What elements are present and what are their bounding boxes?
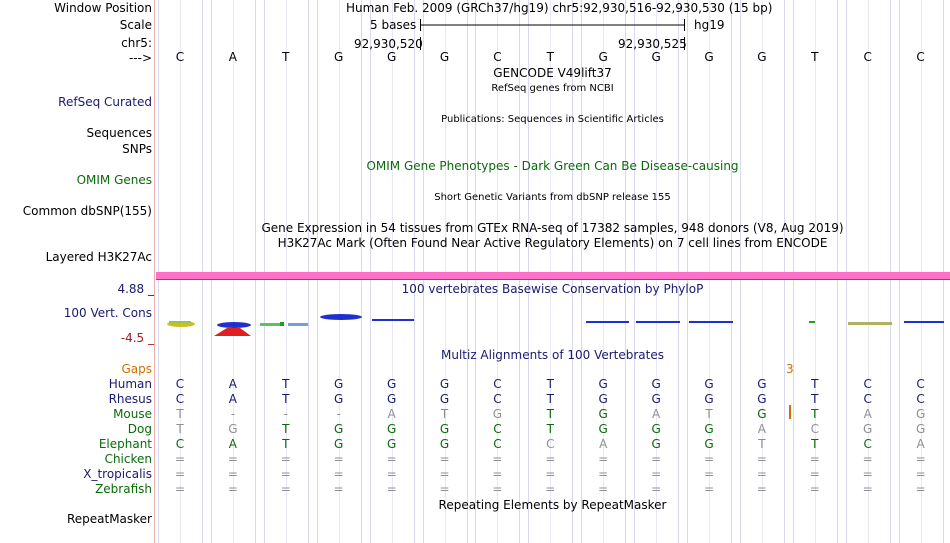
species-label[interactable]: Human — [108, 377, 152, 391]
alignment-base: G — [757, 392, 767, 406]
alignment-base: T — [282, 437, 290, 451]
alignment-base: C — [863, 377, 872, 391]
alignment-base: G — [598, 407, 608, 421]
alignment-base: G — [915, 407, 926, 421]
alignment-base: = — [862, 467, 873, 481]
multiz-title[interactable]: Multiz Alignments of 100 Vertebrates — [440, 348, 665, 362]
alignment-base: G — [386, 392, 397, 406]
alignment-base: = — [545, 467, 556, 481]
alignment-base: G — [704, 377, 714, 391]
reference-base: G — [704, 50, 714, 64]
alignment-base: = — [651, 452, 662, 466]
alignment-base: A — [228, 377, 237, 391]
alignment-base: T — [811, 377, 819, 391]
alignment-base: G — [386, 422, 397, 436]
strand-arrow-label[interactable]: ---> — [128, 51, 152, 65]
alignment-base: A — [228, 437, 237, 451]
alignment-base: G — [386, 377, 397, 391]
reference-base: C — [916, 50, 925, 64]
alignment-base: = — [280, 452, 291, 466]
alignment-base: C — [863, 392, 872, 406]
alignment-base: - — [230, 407, 236, 421]
alignment-base: G — [704, 422, 714, 436]
alignment-base: A — [228, 392, 237, 406]
alignment-base: A — [863, 407, 872, 421]
refseq-label[interactable]: RefSeq Curated — [58, 95, 152, 109]
alignment-base: C — [175, 437, 185, 451]
alignment-base: T — [546, 392, 554, 406]
reference-base: G — [598, 50, 608, 64]
species-label[interactable]: X_tropicalis — [83, 467, 152, 481]
alignment-base: G — [439, 377, 450, 391]
species-label[interactable]: Chicken — [104, 452, 152, 466]
species-label[interactable]: Rhesus — [108, 392, 152, 406]
alignment-base: = — [703, 452, 715, 466]
alignment-base: G — [598, 392, 608, 406]
alignment-base: = — [915, 467, 926, 481]
dbsnp-label[interactable]: Common dbSNP(155) — [22, 204, 152, 218]
gencode-title[interactable]: GENCODE V49lift37 — [493, 66, 612, 80]
alignment-base: G — [334, 377, 344, 391]
cons-label[interactable]: 100 Vert. Cons — [63, 306, 152, 320]
reference-base: G — [439, 50, 450, 64]
dbsnp-title[interactable]: Short Genetic Variants from dbSNP release 155 — [434, 192, 671, 203]
alignment-base: = — [756, 452, 767, 466]
alignment-base: G — [651, 392, 661, 406]
alignment-base: C — [493, 392, 502, 406]
alignment-base: G — [915, 422, 926, 436]
h3k27ac-signal-bar[interactable] — [156, 272, 950, 279]
logo-baseline-4 — [689, 321, 733, 323]
alignment-base: G — [598, 422, 608, 436]
gap-count: 3 — [786, 362, 794, 376]
alignment-base: = — [651, 482, 662, 496]
alignment-base: G — [704, 392, 714, 406]
alignment-base: C — [546, 437, 555, 451]
alignment-base: T — [546, 377, 554, 391]
alignment-base: = — [227, 467, 238, 481]
alignment-base: = — [227, 452, 238, 466]
insertion-marker — [789, 405, 791, 419]
publications-title[interactable]: Publications: Sequences in Scientific Articles — [441, 114, 664, 125]
reference-base: G — [386, 50, 397, 64]
alignment-base: = — [545, 482, 556, 496]
omim-title[interactable]: OMIM Gene Phenotypes - Dark Green Can Be Disease-causing — [366, 159, 739, 173]
window-position-text: Human Feb. 2009 (GRCh37/hg19) chr5:92,930,516-92,930,530 (15 bp) — [346, 1, 773, 15]
alignment-base: G — [386, 437, 397, 451]
h3k27ac-label[interactable]: Layered H3K27Ac — [45, 250, 152, 264]
alignment-base: C — [916, 392, 925, 406]
alignment-base: G — [439, 437, 450, 451]
alignment-base: = — [333, 452, 344, 466]
alignment-base: T — [546, 407, 554, 421]
alignment-base: = — [809, 452, 820, 466]
logo-baseline-2 — [586, 321, 629, 323]
alignment-base: = — [174, 482, 186, 496]
alignment-base: = — [703, 482, 715, 496]
reference-base: C — [863, 50, 872, 64]
alignment-base: - — [283, 407, 288, 421]
conservation-logo[interactable] — [156, 308, 950, 340]
alignment-base: C — [493, 437, 502, 451]
alignment-base: = — [862, 482, 873, 496]
alignment-base: = — [809, 482, 820, 496]
reference-base: A — [228, 50, 237, 64]
alignment-base: G — [439, 422, 450, 436]
alignment-base: = — [915, 452, 926, 466]
reference-base: T — [546, 50, 554, 64]
coord-left: 92,930,520 — [354, 37, 423, 51]
alignment-base: G — [863, 422, 873, 436]
alignment-base: = — [333, 482, 344, 496]
alignment-base: G — [598, 377, 608, 391]
alignment-base: T — [758, 437, 766, 451]
alignment-base: T — [176, 407, 184, 421]
alignment-base: = — [598, 452, 609, 466]
h3k27ac-baseline — [156, 279, 950, 280]
alignment-base: C — [175, 392, 185, 406]
snps-label[interactable]: SNPs — [122, 142, 152, 156]
repeatmasker-label[interactable]: RepeatMasker — [66, 512, 152, 526]
alignment-base: = — [386, 452, 397, 466]
alignment-base: = — [545, 452, 556, 466]
coord-right: 92,930,525 — [618, 37, 687, 51]
alignment-base: = — [756, 482, 767, 496]
logo-a-red — [214, 328, 251, 336]
alignment-base: = — [915, 482, 926, 496]
alignment-base: T — [282, 392, 290, 406]
logo-baseline-5 — [848, 322, 892, 325]
alignment-base: A — [757, 422, 766, 436]
alignment-base: T — [811, 407, 819, 421]
alignment-base: A — [916, 437, 925, 451]
logo-baseline-1 — [372, 319, 414, 321]
cons-max-label: 4.88 _ — [117, 282, 154, 296]
alignment-base: C — [810, 422, 819, 436]
alignment-base: = — [756, 467, 767, 481]
alignment-base: = — [439, 482, 450, 496]
alignment-base: A — [387, 407, 396, 421]
alignment-base: = — [280, 482, 291, 496]
alignment-base: = — [333, 467, 344, 481]
alignment-base: = — [492, 452, 503, 466]
alignment-base: G — [651, 422, 661, 436]
alignment-base: G — [757, 407, 767, 421]
repeatmasker-title[interactable]: Repeating Elements by RepeatMasker — [438, 498, 667, 512]
alignment-base: = — [280, 467, 291, 481]
alignment-base: = — [227, 482, 238, 496]
refseq-subtitle[interactable]: RefSeq genes from NCBI — [491, 83, 614, 94]
alignment-base: = — [492, 482, 503, 496]
alignment-base: G — [228, 422, 238, 436]
alignment-base: G — [334, 422, 344, 436]
alignment-base: = — [174, 452, 186, 466]
alignment-base: = — [492, 467, 503, 481]
alignment-base: A — [651, 407, 661, 421]
reference-base: C — [493, 50, 502, 64]
alignment-base: C — [493, 422, 502, 436]
reference-base: G — [334, 50, 344, 64]
reference-base: G — [651, 50, 661, 64]
alignment-base: = — [439, 452, 450, 466]
alignment-base: G — [334, 437, 344, 451]
species-label[interactable]: Zebrafish — [95, 482, 152, 496]
gtex-title[interactable]: Gene Expression in 54 tissues from GTEx RNA-seq of 17382 samples, 948 donors (V8, Aug 2019) — [261, 221, 844, 235]
scale-text: 5 bases — [370, 18, 417, 32]
logo-baseline-6 — [904, 321, 944, 323]
chr-label: chr5: — [121, 36, 152, 50]
alignment-base: T — [282, 422, 290, 436]
alignment-base: C — [175, 377, 185, 391]
window-position-label: Window Position — [54, 1, 152, 15]
assembly-label: hg19 — [694, 18, 725, 32]
h3k27ac-title[interactable]: H3K27Ac Mark (Often Found Near Active Regulatory Elements) on 7 cell lines from ENCODE — [277, 236, 828, 250]
alignment-base: = — [386, 482, 397, 496]
sequences-label[interactable]: Sequences — [86, 126, 152, 140]
alignment-base: G — [757, 377, 767, 391]
species-label[interactable]: Mouse — [113, 407, 152, 421]
alignment-base: = — [439, 467, 450, 481]
phylop-title[interactable]: 100 vertebrates Basewise Conservation by PhyloP — [401, 282, 704, 296]
alignment-base: T — [811, 392, 819, 406]
alignment-base: = — [174, 467, 186, 481]
logo-c-yellow — [167, 321, 195, 327]
alignment-base: G — [651, 377, 661, 391]
alignment-base: = — [809, 467, 820, 481]
alignment-base: = — [651, 467, 662, 481]
alignment-base: = — [703, 467, 715, 481]
scale-label: Scale — [119, 18, 152, 32]
alignment-base: - — [336, 407, 341, 421]
alignment-base: T — [705, 407, 713, 421]
logo-t-small — [260, 322, 308, 326]
reference-base: T — [811, 50, 819, 64]
alignment-base: G — [439, 392, 450, 406]
logo-g-big — [320, 314, 362, 320]
alignment-base: C — [863, 437, 872, 451]
reference-base: C — [175, 50, 185, 64]
logo-g-blue — [217, 322, 251, 328]
reference-base: G — [757, 50, 767, 64]
alignment-base: C — [493, 377, 502, 391]
alignment-base: T — [546, 422, 554, 436]
species-label[interactable]: Elephant — [98, 437, 152, 451]
logo-baseline-3 — [636, 321, 680, 323]
cons-min-label: -4.5 _ — [120, 331, 154, 345]
alignment-base: G — [651, 437, 661, 451]
omim-label[interactable]: OMIM Genes — [76, 173, 152, 187]
gaps-label[interactable]: Gaps — [121, 362, 152, 376]
alignment-base: T — [176, 422, 184, 436]
alignment-base: T — [282, 377, 290, 391]
alignment-base: G — [492, 407, 503, 421]
alignment-base: A — [599, 437, 608, 451]
reference-base: T — [282, 50, 290, 64]
alignment-base: = — [598, 467, 609, 481]
alignment-base: = — [598, 482, 609, 496]
species-label[interactable]: Dog — [127, 422, 152, 436]
alignment-base: = — [386, 467, 397, 481]
alignment-base: G — [334, 392, 344, 406]
alignment-base: C — [916, 377, 925, 391]
alignment-base: T — [440, 407, 449, 421]
alignment-base: T — [811, 437, 819, 451]
alignment-base: = — [862, 452, 873, 466]
alignment-base: G — [704, 437, 714, 451]
logo-tick-green — [809, 321, 815, 323]
